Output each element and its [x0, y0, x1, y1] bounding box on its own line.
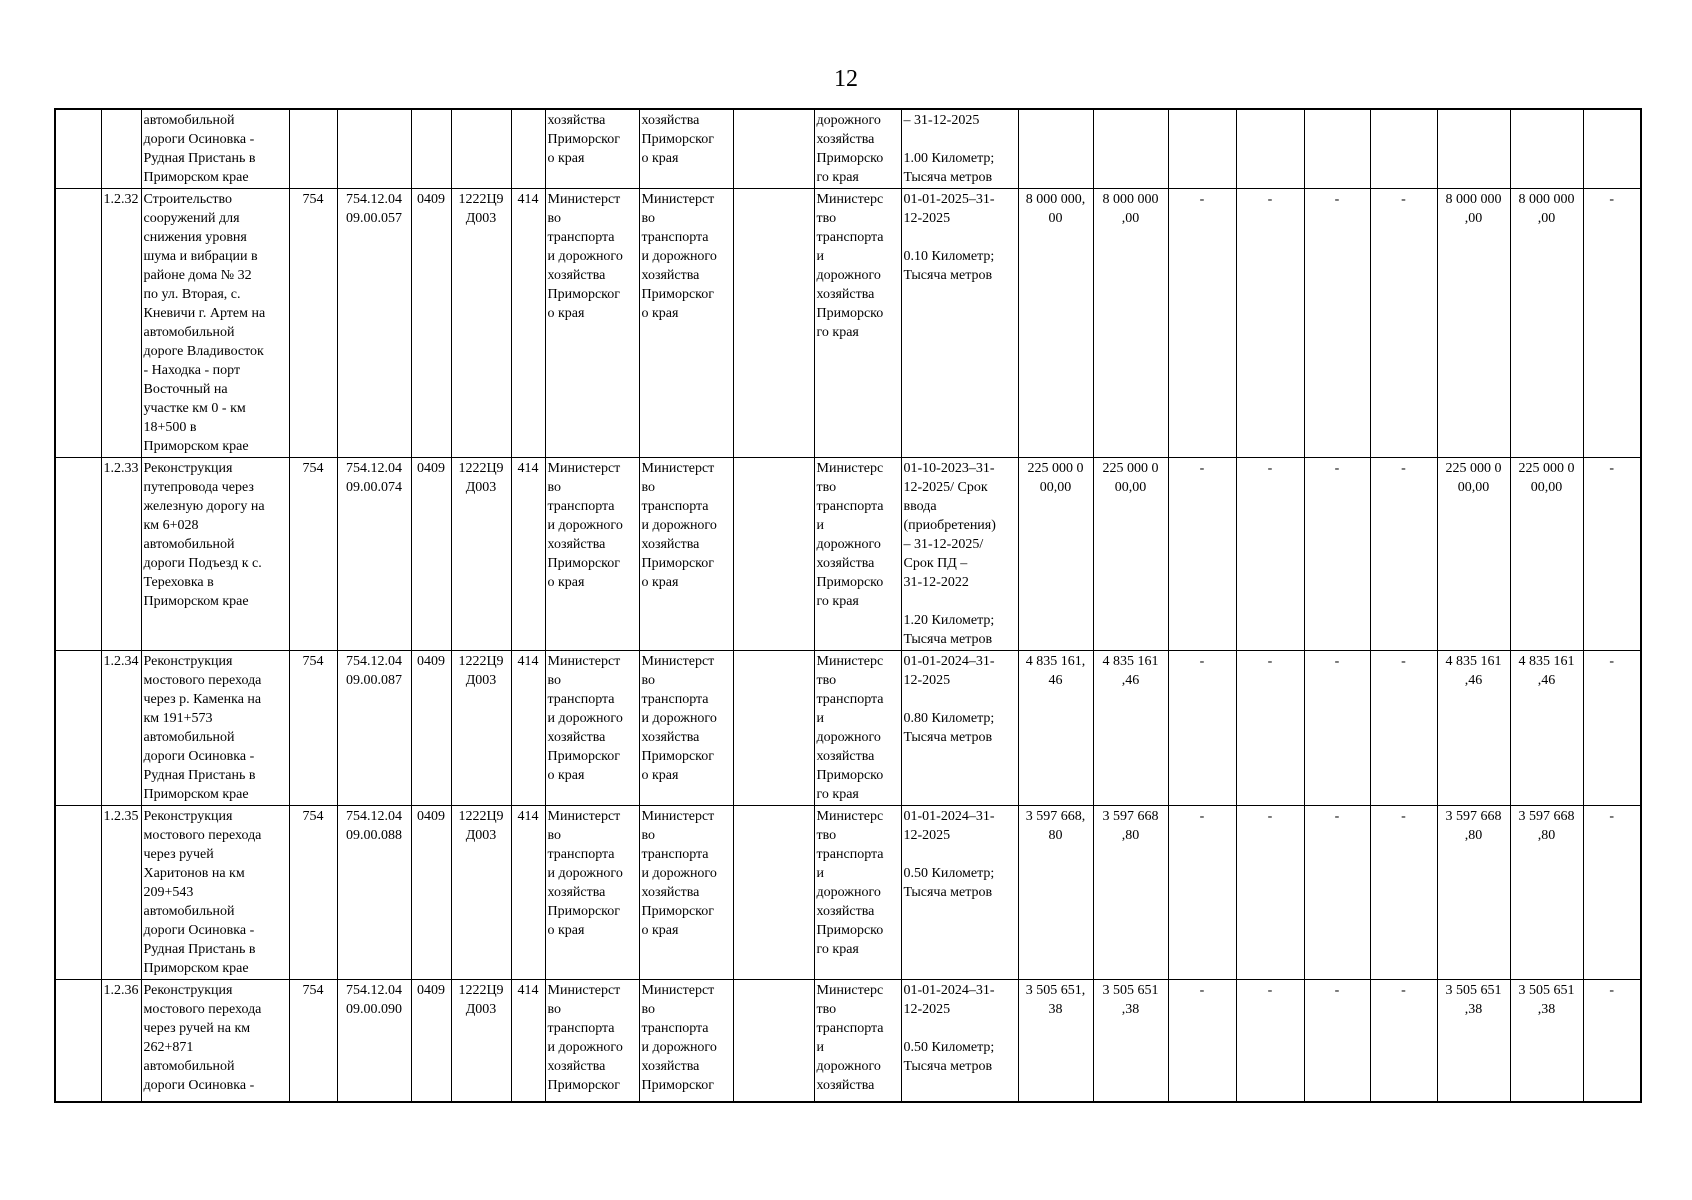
- target-code: 1222Ц9 Д003: [451, 651, 511, 806]
- year-value-5: [1437, 109, 1510, 189]
- table-row: [55, 458, 1641, 651]
- year-value-6: 3 505 651 ,38: [1510, 980, 1583, 1102]
- grbs-code: 754: [289, 980, 337, 1102]
- customer-cell: Министерст во транспорта и дорожного хозяйства Приморског о края: [545, 458, 639, 651]
- total-amount: 225 000 0 00,00: [1093, 458, 1168, 651]
- row-number: 1.2.36: [101, 980, 141, 1102]
- developer-cell: Министерст во транспорта и дорожного хозяйства Приморског о края: [639, 189, 733, 458]
- year-value-5: 3 597 668 ,80: [1437, 806, 1510, 980]
- customer-cell: хозяйства Приморског о края: [545, 109, 639, 189]
- empty-cell: [733, 980, 814, 1102]
- object-name: Реконструкция мостового перехода через ручей на км 262+871 автомобильной дороги Осиновка -: [141, 980, 289, 1102]
- year-value-5: 3 505 651 ,38: [1437, 980, 1510, 1102]
- blank-col-cell: [55, 458, 101, 651]
- customer-cell: Министерст во транспорта и дорожного хозяйства Приморског: [545, 980, 639, 1102]
- table-row: [55, 806, 1641, 980]
- year-value-1: -: [1168, 458, 1236, 651]
- grbs-code: 754: [289, 458, 337, 651]
- estimated-cost: 4 835 161, 46: [1018, 651, 1093, 806]
- estimated-cost: 3 597 668, 80: [1018, 806, 1093, 980]
- developer-cell: хозяйства Приморског о края: [639, 109, 733, 189]
- investment-objects-table: [54, 108, 1642, 1103]
- empty-cell: [733, 458, 814, 651]
- year-value-4: -: [1370, 806, 1437, 980]
- object-name: Реконструкция путепровода через железную дорогу на км 6+028 автомобильной дороги Подъезд к с. Тереховка в Приморском крае: [141, 458, 289, 651]
- year-value-4: -: [1370, 651, 1437, 806]
- kbk-code: 754.12.04 09.00.057: [337, 189, 411, 458]
- developer-cell: Министерст во транспорта и дорожного хозяйства Приморског: [639, 980, 733, 1102]
- terms-cell: – 31-12-2025 1.00 Километр; Тысяча метров: [901, 109, 1018, 189]
- section-code: 0409: [411, 189, 451, 458]
- year-value-3: -: [1304, 458, 1370, 651]
- year-value-7: [1583, 109, 1641, 189]
- blank-col-cell: [55, 109, 101, 189]
- year-value-6: [1510, 109, 1583, 189]
- empty-cell: [733, 189, 814, 458]
- owner-cell: Министерс тво транспорта и дорожного хозяйства Приморско го края: [814, 806, 901, 980]
- target-code: 1222Ц9 Д003: [451, 189, 511, 458]
- owner-cell: Министерс тво транспорта и дорожного хозяйства Приморско го края: [814, 651, 901, 806]
- table-row: [55, 980, 1641, 1102]
- target-code: 1222Ц9 Д003: [451, 980, 511, 1102]
- target-code: 1222Ц9 Д003: [451, 806, 511, 980]
- owner-cell: Министерс тво транспорта и дорожного хозяйства Приморско го края: [814, 458, 901, 651]
- row-number: 1.2.34: [101, 651, 141, 806]
- page-number: 12: [834, 66, 858, 92]
- target-code: [451, 109, 511, 189]
- developer-cell: Министерст во транспорта и дорожного хозяйства Приморског о края: [639, 806, 733, 980]
- blank-col-cell: [55, 806, 101, 980]
- section-code: 0409: [411, 980, 451, 1102]
- total-amount: [1093, 109, 1168, 189]
- year-value-2: -: [1236, 806, 1304, 980]
- section-code: 0409: [411, 806, 451, 980]
- year-value-3: -: [1304, 980, 1370, 1102]
- year-value-5: 4 835 161 ,46: [1437, 651, 1510, 806]
- owner-cell: дорожного хозяйства Приморско го края: [814, 109, 901, 189]
- year-value-2: -: [1236, 651, 1304, 806]
- developer-cell: Министерст во транспорта и дорожного хозяйства Приморског о края: [639, 458, 733, 651]
- grbs-code: 754: [289, 189, 337, 458]
- kbk-code: 754.12.04 09.00.090: [337, 980, 411, 1102]
- year-value-3: -: [1304, 651, 1370, 806]
- year-value-2: -: [1236, 458, 1304, 651]
- estimated-cost: [1018, 109, 1093, 189]
- owner-cell: Министерс тво транспорта и дорожного хозяйства Приморско го края: [814, 189, 901, 458]
- table-row: [55, 109, 1641, 189]
- object-name: Строительство сооружений для снижения уровня шума и вибрации в районе дома № 32 по ул. Вторая, с. Кневичи г. Артем на автомобильной дороге Владивосток - Находка - порт Восточный на участке км 0 - км 18+500 в Приморском крае: [141, 189, 289, 458]
- section-code: 0409: [411, 458, 451, 651]
- year-value-2: -: [1236, 189, 1304, 458]
- object-name: Реконструкция мостового перехода через ручей Харитонов на км 209+543 автомобильной дороги Осиновка - Рудная Пристань в Приморском крае: [141, 806, 289, 980]
- year-value-6: 4 835 161 ,46: [1510, 651, 1583, 806]
- expense-type-code: 414: [511, 189, 545, 458]
- object-name: автомобильной дороги Осиновка - Рудная Пристань в Приморском крае: [141, 109, 289, 189]
- year-value-2: -: [1236, 980, 1304, 1102]
- owner-cell: Министерс тво транспорта и дорожного хозяйства: [814, 980, 901, 1102]
- year-value-2: [1236, 109, 1304, 189]
- year-value-3: [1304, 109, 1370, 189]
- total-amount: 4 835 161 ,46: [1093, 651, 1168, 806]
- estimated-cost: 3 505 651, 38: [1018, 980, 1093, 1102]
- year-value-6: 225 000 0 00,00: [1510, 458, 1583, 651]
- year-value-1: -: [1168, 651, 1236, 806]
- year-value-1: -: [1168, 806, 1236, 980]
- developer-cell: Министерст во транспорта и дорожного хозяйства Приморског о края: [639, 651, 733, 806]
- row-number: 1.2.33: [101, 458, 141, 651]
- year-value-4: -: [1370, 980, 1437, 1102]
- target-code: 1222Ц9 Д003: [451, 458, 511, 651]
- total-amount: 8 000 000 ,00: [1093, 189, 1168, 458]
- year-value-5: 8 000 000 ,00: [1437, 189, 1510, 458]
- section-code: [411, 109, 451, 189]
- year-value-4: -: [1370, 189, 1437, 458]
- row-number: [101, 109, 141, 189]
- kbk-code: [337, 109, 411, 189]
- year-value-1: [1168, 109, 1236, 189]
- year-value-3: -: [1304, 189, 1370, 458]
- blank-col-cell: [55, 651, 101, 806]
- year-value-3: -: [1304, 806, 1370, 980]
- object-name: Реконструкция мостового перехода через р. Каменка на км 191+573 автомобильной дороги Осиновка - Рудная Пристань в Приморском крае: [141, 651, 289, 806]
- grbs-code: 754: [289, 651, 337, 806]
- blank-col-cell: [55, 980, 101, 1102]
- kbk-code: 754.12.04 09.00.088: [337, 806, 411, 980]
- year-value-4: -: [1370, 458, 1437, 651]
- customer-cell: Министерст во транспорта и дорожного хозяйства Приморског о края: [545, 651, 639, 806]
- total-amount: 3 505 651 ,38: [1093, 980, 1168, 1102]
- expense-type-code: 414: [511, 980, 545, 1102]
- table-row: [55, 651, 1641, 806]
- row-number: 1.2.35: [101, 806, 141, 980]
- empty-cell: [733, 109, 814, 189]
- year-value-1: -: [1168, 189, 1236, 458]
- total-amount: 3 597 668 ,80: [1093, 806, 1168, 980]
- expense-type-code: 414: [511, 806, 545, 980]
- section-code: 0409: [411, 651, 451, 806]
- customer-cell: Министерст во транспорта и дорожного хозяйства Приморског о края: [545, 189, 639, 458]
- kbk-code: 754.12.04 09.00.087: [337, 651, 411, 806]
- year-value-4: [1370, 109, 1437, 189]
- year-value-7: -: [1583, 651, 1641, 806]
- year-value-7: -: [1583, 980, 1641, 1102]
- year-value-7: -: [1583, 458, 1641, 651]
- blank-col-cell: [55, 189, 101, 458]
- expense-type-code: [511, 109, 545, 189]
- year-value-5: 225 000 0 00,00: [1437, 458, 1510, 651]
- terms-cell: 01-01-2025–31- 12-2025 0.10 Километр; Тысяча метров: [901, 189, 1018, 458]
- estimated-cost: 8 000 000, 00: [1018, 189, 1093, 458]
- kbk-code: 754.12.04 09.00.074: [337, 458, 411, 651]
- year-value-6: 3 597 668 ,80: [1510, 806, 1583, 980]
- terms-cell: 01-01-2024–31- 12-2025 0.50 Километр; Тысяча метров: [901, 806, 1018, 980]
- grbs-code: 754: [289, 806, 337, 980]
- year-value-7: -: [1583, 189, 1641, 458]
- year-value-7: -: [1583, 806, 1641, 980]
- terms-cell: 01-01-2024–31- 12-2025 0.50 Километр; Тысяча метров: [901, 980, 1018, 1102]
- expense-type-code: 414: [511, 458, 545, 651]
- terms-cell: 01-01-2024–31- 12-2025 0.80 Километр; Тысяча метров: [901, 651, 1018, 806]
- table-row: [55, 189, 1641, 458]
- grbs-code: [289, 109, 337, 189]
- year-value-1: -: [1168, 980, 1236, 1102]
- customer-cell: Министерст во транспорта и дорожного хозяйства Приморског о края: [545, 806, 639, 980]
- terms-cell: 01-10-2023–31- 12-2025/ Срок ввода (приобретения) – 31-12-2025/ Срок ПД – 31-12-2022 1.20 Километр; Тысяча метров: [901, 458, 1018, 651]
- row-number: 1.2.32: [101, 189, 141, 458]
- estimated-cost: 225 000 0 00,00: [1018, 458, 1093, 651]
- year-value-6: 8 000 000 ,00: [1510, 189, 1583, 458]
- empty-cell: [733, 806, 814, 980]
- expense-type-code: 414: [511, 651, 545, 806]
- empty-cell: [733, 651, 814, 806]
